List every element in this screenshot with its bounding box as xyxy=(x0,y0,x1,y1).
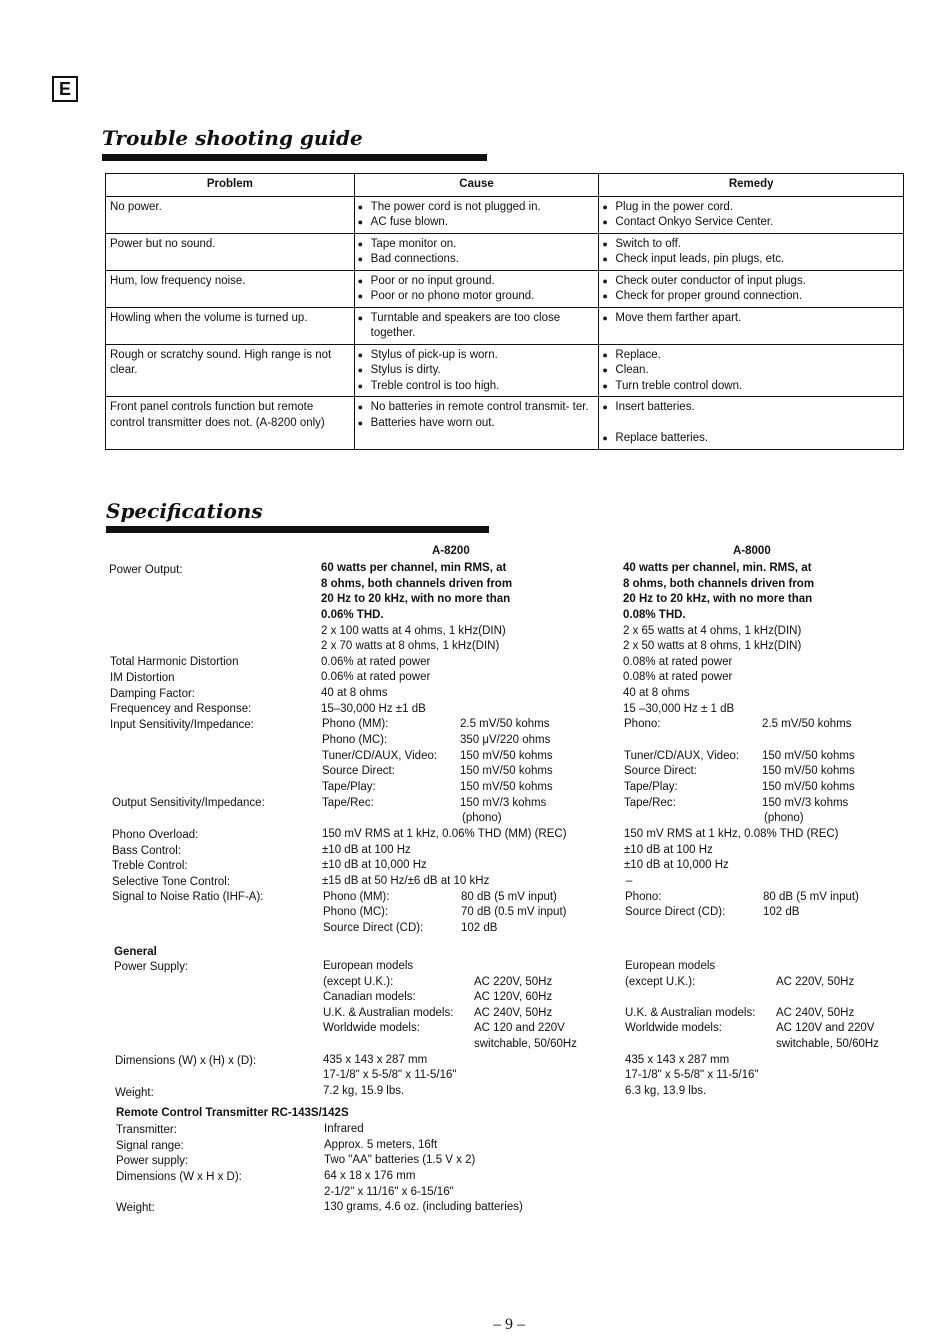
remedy-cell xyxy=(599,233,904,270)
a8200-power-line: 8 ohms, both channels driven from xyxy=(321,578,513,590)
a8200-dimensions: 435 x 143 x 287 mm xyxy=(323,1054,428,1066)
list-item: ● Replace batteries. xyxy=(602,431,900,447)
a8200-power-line: 0.06% THD. xyxy=(321,609,384,621)
problem-cell: Howling when the volume is turned up. xyxy=(106,307,355,344)
a8000-input-name: Source Direct: xyxy=(624,765,697,777)
list-item: ● AC fuse blown. xyxy=(358,215,596,231)
header-cause: Cause xyxy=(354,174,599,197)
list-item: ● Batteries have worn out. xyxy=(358,416,596,432)
a8200-supply-name: U.K. & Australian models: xyxy=(323,1007,454,1019)
remote-dimensions: 2-1/2" x 11/16" x 6-15/16" xyxy=(324,1186,454,1198)
a8000-snr-value: 80 dB (5 mV input) xyxy=(763,891,859,903)
list-item: ● Turn treble control down. xyxy=(602,379,900,395)
label-input-sensitivity: Input Sensitivity/Impedance: xyxy=(110,719,254,731)
cause-cell xyxy=(354,307,599,344)
list-item: ● Stylus is dirty. xyxy=(358,363,596,379)
a8000-weight: 6.3 kg, 13.9 lbs. xyxy=(625,1085,707,1097)
table-header-row xyxy=(106,174,904,197)
a8000-input-name: Phono: xyxy=(624,718,661,730)
a8200-bass: ±10 dB at 100 Hz xyxy=(322,844,411,856)
list-item: ● Check outer conductor of input plugs. xyxy=(602,274,900,290)
a8200-thd: 0.06% at rated power xyxy=(321,656,431,668)
a8200-output-name: Tape/Rec: xyxy=(322,797,374,809)
a8200-input-name: Tape/Play: xyxy=(322,781,376,793)
a8200-dimensions: 17-1/8" x 5-5/8" x 11-5/16" xyxy=(323,1069,457,1081)
a8000-power-line: 0.08% THD. xyxy=(623,609,686,621)
a8200-supply-value: AC 240V, 50Hz xyxy=(474,1007,553,1019)
a8000-supply-value: switchable, 50/60Hz xyxy=(776,1038,879,1050)
header-remedy: Remedy xyxy=(599,174,904,197)
table-row xyxy=(106,397,904,450)
a8000-supply-name: (except U.K.): xyxy=(625,976,696,988)
a8000-power-line: 8 ohms, both channels driven from xyxy=(623,578,815,590)
label-frequency: Frequencey and Response: xyxy=(110,703,252,715)
a8000-dimensions: 435 x 143 x 287 mm xyxy=(625,1054,730,1066)
list-item: ● Check input leads, pin plugs, etc. xyxy=(602,252,900,268)
remedy-cell xyxy=(599,307,904,344)
remote-dimensions: 64 x 18 x 176 mm xyxy=(324,1170,416,1182)
a8000-supply-value: AC 120V and 220V xyxy=(776,1022,875,1034)
remote-signal-range: Approx. 5 meters, 16ft xyxy=(324,1139,438,1151)
a8200-supply-value: switchable, 50/60Hz xyxy=(474,1038,577,1050)
label-remote-dimensions: Dimensions (W x H x D): xyxy=(116,1171,242,1183)
a8200-input-value: 2.5 mV/50 kohms xyxy=(460,718,550,730)
specifications-title: Specifications xyxy=(106,499,263,523)
table-row xyxy=(106,196,904,233)
a8200-output-value: 150 mV/3 kohms xyxy=(460,797,547,809)
remote-transmitter: Infrared xyxy=(324,1123,364,1135)
label-snr: Signal to Noise Ratio (IHF-A): xyxy=(112,891,264,903)
list-item: ● Stylus of pick-up is worn. xyxy=(358,348,596,364)
label-power-output: Power Output: xyxy=(109,564,183,576)
list-item: ● Bad connections. xyxy=(358,252,596,268)
a8200-supply-name: European models xyxy=(323,960,414,972)
cause-cell xyxy=(354,397,599,450)
a8200-input-value: 150 mV/50 kohms xyxy=(460,781,553,793)
remedy-cell xyxy=(599,397,904,450)
label-selective-tone: Selective Tone Control: xyxy=(112,876,231,888)
a8200-input-name: Phono (MM): xyxy=(322,718,389,730)
a8000-output-note: (phono) xyxy=(764,812,804,824)
a8200-supply-name: Canadian models: xyxy=(323,991,416,1003)
list-item: ● Treble control is too high. xyxy=(358,379,596,395)
list-item: ● Tape monitor on. xyxy=(358,237,596,253)
a8200-input-name: Tuner/CD/AUX, Video: xyxy=(322,750,438,762)
a8000-bass: ±10 dB at 100 Hz xyxy=(624,844,713,856)
label-signal-range: Signal range: xyxy=(116,1140,184,1152)
label-thd: Total Harmonic Distortion xyxy=(110,656,239,668)
a8000-phono-overload: 150 mV RMS at 1 kHz, 0.08% THD (REC) xyxy=(624,828,839,840)
a8000-input-value: 150 mV/50 kohms xyxy=(762,765,855,777)
a8000-thd: 0.08% at rated power xyxy=(623,656,733,668)
remedy-cell xyxy=(599,344,904,397)
problem-cell: Front panel controls function but remote control transmitter does not. (A-8200 only) xyxy=(106,397,355,450)
a8000-input-value: 150 mV/50 kohms xyxy=(762,781,855,793)
label-transmitter: Transmitter: xyxy=(116,1124,177,1136)
a8200-im: 0.06% at rated power xyxy=(321,671,431,683)
a8200-snr-value: 70 dB (0.5 mV input) xyxy=(461,906,567,918)
a8000-damping: 40 at 8 ohms xyxy=(623,687,690,699)
a8200-snr-value: 102 dB xyxy=(461,922,498,934)
a8000-input-value: 2.5 mV/50 kohms xyxy=(762,718,852,730)
problem-cell: Hum, low frequency noise. xyxy=(106,270,355,307)
a8200-output-note: (phono) xyxy=(462,812,502,824)
a8200-power-line: 20 Hz to 20 kHz, with no more than xyxy=(321,593,511,605)
a8000-output-value: 150 mV/3 kohms xyxy=(762,797,849,809)
a8000-power-din: 2 x 65 watts at 4 ohms, 1 kHz(DIN) xyxy=(623,625,802,637)
label-phono-overload: Phono Overload: xyxy=(112,829,199,841)
a8200-supply-value: AC 220V, 50Hz xyxy=(474,976,553,988)
trouble-title-rule xyxy=(102,154,487,161)
a8200-phono-overload: 150 mV RMS at 1 kHz, 0.06% THD (MM) (REC) xyxy=(322,828,567,840)
a8000-frequency: 15 –30,000 Hz ± 1 dB xyxy=(623,703,735,715)
label-im-distortion: IM Distortion xyxy=(110,672,175,684)
a8000-output-name: Tape/Rec: xyxy=(624,797,676,809)
list-item: ● Switch to off. xyxy=(602,237,900,253)
label-treble: Treble Control: xyxy=(112,860,188,872)
problem-cell: No power. xyxy=(106,196,355,233)
a8000-dimensions: 17-1/8" x 5-5/8" x 11-5/16" xyxy=(625,1069,759,1081)
specifications-title-rule xyxy=(106,526,489,533)
a8000-supply-name: European models xyxy=(625,960,716,972)
a8200-snr-name: Source Direct (CD): xyxy=(323,922,424,934)
a8000-power-line: 40 watts per channel, min. RMS, at xyxy=(623,562,812,574)
list-item: ● The power cord is not plugged in. xyxy=(358,200,596,216)
a8200-snr-name: Phono (MM): xyxy=(323,891,390,903)
list-item: ● Poor or no phono motor ground. xyxy=(358,289,596,305)
cause-cell xyxy=(354,196,599,233)
a8000-supply-name: Worldwide models: xyxy=(625,1022,722,1034)
label-output-sensitivity: Output Sensitivity/Impedance: xyxy=(112,797,265,809)
a8000-supply-value: AC 220V, 50Hz xyxy=(776,976,855,988)
a8000-treble: ±10 dB at 10,000 Hz xyxy=(624,859,729,871)
a8200-input-name: Phono (MC): xyxy=(322,734,388,746)
a8000-power-din: 2 x 50 watts at 8 ohms, 1 kHz(DIN) xyxy=(623,640,802,652)
remedy-cell xyxy=(599,196,904,233)
trouble-table xyxy=(105,173,904,450)
header-problem: Problem xyxy=(106,174,355,197)
remedy-cell xyxy=(599,270,904,307)
table-row xyxy=(106,233,904,270)
a8200-supply-name: (except U.K.): xyxy=(323,976,394,988)
a8200-treble: ±10 dB at 10,000 Hz xyxy=(322,859,427,871)
a8000-power-line: 20 Hz to 20 kHz, with no more than xyxy=(623,593,813,605)
a8000-supply-name: U.K. & Australian models: xyxy=(625,1007,756,1019)
list-item: ● Move them farther apart. xyxy=(602,311,900,327)
label-weight: Weight: xyxy=(115,1087,154,1099)
a8000-selective: – xyxy=(626,875,633,887)
a8200-snr-name: Phono (MC): xyxy=(323,906,389,918)
language-marker: E xyxy=(52,76,78,102)
a8000-snr-name: Phono: xyxy=(625,891,662,903)
a8000-input-value: 150 mV/50 kohms xyxy=(762,750,855,762)
a8200-input-value: 350 μV/220 ohms xyxy=(460,734,551,746)
list-item: ● Contact Onkyo Service Center. xyxy=(602,215,900,231)
a8000-input-name: Tuner/CD/AUX, Video: xyxy=(624,750,740,762)
a8200-damping: 40 at 8 ohms xyxy=(321,687,388,699)
model-a8200-heading: A-8200 xyxy=(432,545,470,557)
remote-heading: Remote Control Transmitter RC-143S/142S xyxy=(116,1107,349,1119)
problem-cell: Power but no sound. xyxy=(106,233,355,270)
table-row xyxy=(106,344,904,397)
a8000-snr-value: 102 dB xyxy=(763,906,800,918)
list-item: ● No batteries in remote control transmit- ter. xyxy=(358,400,596,416)
cause-cell xyxy=(354,344,599,397)
a8000-supply-value: AC 240V, 50Hz xyxy=(776,1007,855,1019)
trouble-title: Trouble shooting guide xyxy=(102,126,363,150)
page-number: – 9 – xyxy=(493,1316,525,1333)
table-row xyxy=(106,270,904,307)
remote-power: Two "AA" batteries (1.5 V x 2) xyxy=(324,1154,476,1166)
cause-cell xyxy=(354,233,599,270)
list-item: ● Replace. xyxy=(602,348,900,364)
label-damping: Damping Factor: xyxy=(110,688,196,700)
label-power-supply: Power Supply: xyxy=(114,961,189,973)
list-item: ● Turntable and speakers are too close together. xyxy=(358,311,596,342)
table-row xyxy=(106,307,904,344)
a8200-supply-name: Worldwide models: xyxy=(323,1022,420,1034)
a8200-input-value: 150 mV/50 kohms xyxy=(460,750,553,762)
a8000-im: 0.08% at rated power xyxy=(623,671,733,683)
a8200-frequency: 15–30,000 Hz ±1 dB xyxy=(321,703,426,715)
a8200-selective: ±15 dB at 50 Hz/±6 dB at 10 kHz xyxy=(322,875,490,887)
list-item: ● Poor or no input ground. xyxy=(358,274,596,290)
list-item: ● Plug in the power cord. xyxy=(602,200,900,216)
model-a8000-heading: A-8000 xyxy=(733,545,771,557)
a8200-input-value: 150 mV/50 kohms xyxy=(460,765,553,777)
label-bass: Bass Control: xyxy=(112,845,182,857)
list-item: ● Clean. xyxy=(602,363,900,379)
a8000-input-name: Tape/Play: xyxy=(624,781,678,793)
a8200-power-din: 2 x 70 watts at 8 ohms, 1 kHz(DIN) xyxy=(321,640,500,652)
a8200-snr-value: 80 dB (5 mV input) xyxy=(461,891,557,903)
a8200-weight: 7.2 kg, 15.9 lbs. xyxy=(323,1085,405,1097)
a8200-power-line: 60 watts per channel, min RMS, at xyxy=(321,562,507,574)
list-item: ● Insert batteries. xyxy=(602,400,900,416)
a8200-input-name: Source Direct: xyxy=(322,765,395,777)
a8200-supply-value: AC 120V, 60Hz xyxy=(474,991,553,1003)
a8200-supply-value: AC 120 and 220V xyxy=(474,1022,565,1034)
problem-cell: Rough or scratchy sound. High range is not clear. xyxy=(106,344,355,397)
label-remote-weight: Weight: xyxy=(116,1202,155,1214)
a8000-snr-name: Source Direct (CD): xyxy=(625,906,726,918)
cause-cell xyxy=(354,270,599,307)
label-dimensions: Dimensions (W) x (H) x (D): xyxy=(115,1055,257,1067)
a8200-power-din: 2 x 100 watts at 4 ohms, 1 kHz(DIN) xyxy=(321,625,506,637)
general-heading: General xyxy=(114,946,157,958)
remote-weight: 130 grams, 4.6 oz. (including batteries) xyxy=(324,1201,523,1213)
label-remote-power: Power supply: xyxy=(116,1155,189,1167)
list-item: ● Check for proper ground connection. xyxy=(602,289,900,305)
